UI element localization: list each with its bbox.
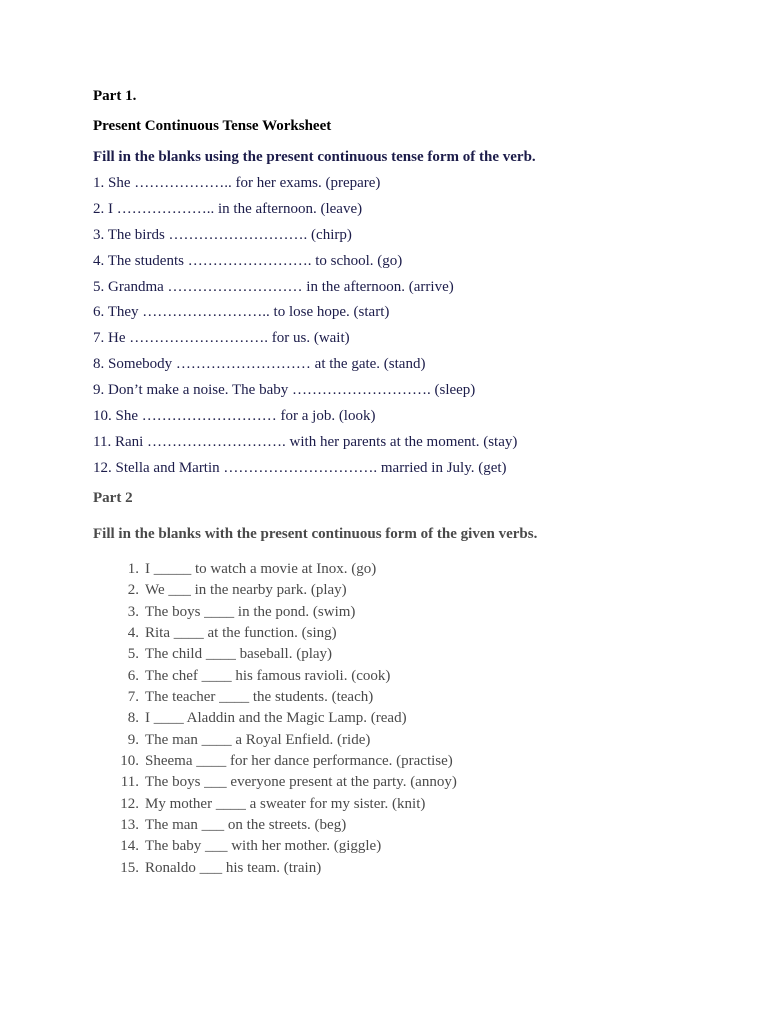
item-number: 13.: [120, 817, 139, 834]
part2-item: [93, 815, 457, 836]
item-text: I _____ to watch a movie at Inox. (go): [145, 561, 377, 577]
item-number: 11.: [120, 774, 139, 791]
item-text: I ____ Aladdin and the Magic Lamp. (read): [145, 710, 407, 727]
part1-item: 12. Stella and Martin …………………………. married in July. (get): [93, 459, 507, 476]
item-number: 7.: [127, 689, 139, 706]
part2-exercise-list: [93, 559, 457, 879]
item-text: The boys ___ everyone present at the party. (annoy): [145, 774, 457, 791]
part2-item: [93, 730, 457, 751]
item-number: 8.: [127, 710, 139, 727]
item-text: The child ____ baseball. (play): [145, 646, 333, 663]
worksheet-title: Present Continuous Tense Worksheet: [93, 118, 332, 134]
item-number: 2.: [127, 582, 139, 599]
part2-item: [93, 858, 457, 879]
part2-item: [93, 687, 457, 708]
item-number: 9.: [127, 731, 139, 748]
part2-item: [93, 666, 457, 687]
part1-item: 6. They …………………….. to lose hope. (start): [93, 304, 390, 321]
item-text: Ronaldo ___ his team. (train): [145, 859, 322, 876]
part1-item: 7. He ………………………. for us. (wait): [93, 330, 350, 347]
part1-item: 2. I ……………….. in the afternoon. (leave): [93, 200, 363, 217]
part1-item: 5. Grandma ……………………… in the afternoon. (arrive): [93, 278, 454, 295]
part1-item: 4. The students ……………………. to school. (go): [93, 252, 403, 269]
part2-item: [93, 772, 457, 793]
item-text: The man ____ a Royal Enfield. (ride): [145, 731, 371, 748]
part2-instruction: Fill in the blanks with the present continuous form of the given verbs.: [93, 526, 538, 542]
part2-item: [93, 602, 457, 623]
item-text: The baby ___ with her mother. (giggle): [145, 838, 382, 855]
part2-item: [93, 623, 457, 644]
item-number: 5.: [127, 646, 139, 663]
part1-item: 3. The birds ………………………. (chirp): [93, 226, 352, 243]
part2-item: [93, 708, 457, 729]
part1-item: 8. Somebody ……………………… at the gate. (stand): [93, 356, 426, 373]
part2-heading: Part 2: [93, 490, 133, 506]
item-number: 12.: [120, 795, 139, 812]
item-number: 14.: [120, 838, 139, 855]
part2-item: [93, 559, 457, 580]
item-text: Rita ____ at the function. (sing): [145, 625, 337, 642]
item-number: 4.: [127, 625, 139, 642]
part1-exercise-list: [93, 172, 517, 483]
part1-instruction: Fill in the blanks using the present continuous tense form of the verb.: [93, 149, 536, 165]
part1-item: 1. She ……………….. for her exams. (prepare): [93, 175, 381, 191]
item-text: The teacher ____ the students. (teach): [145, 689, 374, 706]
part1-item: 10. She ……………………… for a job. (look): [93, 408, 376, 425]
item-text: We ___ in the nearby park. (play): [145, 582, 347, 599]
item-number: 15.: [120, 859, 139, 876]
part2-item: [93, 836, 457, 857]
part2-item: [93, 751, 457, 772]
item-number: 1.: [127, 561, 139, 577]
part1-item: 11. Rani ………………………. with her parents at the moment. (stay): [93, 433, 518, 450]
item-text: The boys ____ in the pond. (swim): [145, 603, 356, 620]
item-number: 3.: [127, 603, 139, 620]
item-text: The chef ____ his famous ravioli. (cook): [145, 667, 391, 684]
part1-heading: Part 1.: [93, 88, 137, 104]
item-text: The man ___ on the streets. (beg): [145, 817, 347, 834]
item-text: Sheema ____ for her dance performance. (practise): [145, 753, 453, 770]
item-number: 6.: [127, 667, 139, 684]
part2-item: [93, 580, 457, 601]
part2-item: [93, 644, 457, 665]
item-number: 10.: [120, 753, 139, 770]
part1-item: 9. Don’t make a noise. The baby ………………………. (sleep): [93, 382, 476, 399]
part2-item: [93, 794, 457, 815]
item-text: My mother ____ a sweater for my sister. (knit): [145, 795, 426, 812]
